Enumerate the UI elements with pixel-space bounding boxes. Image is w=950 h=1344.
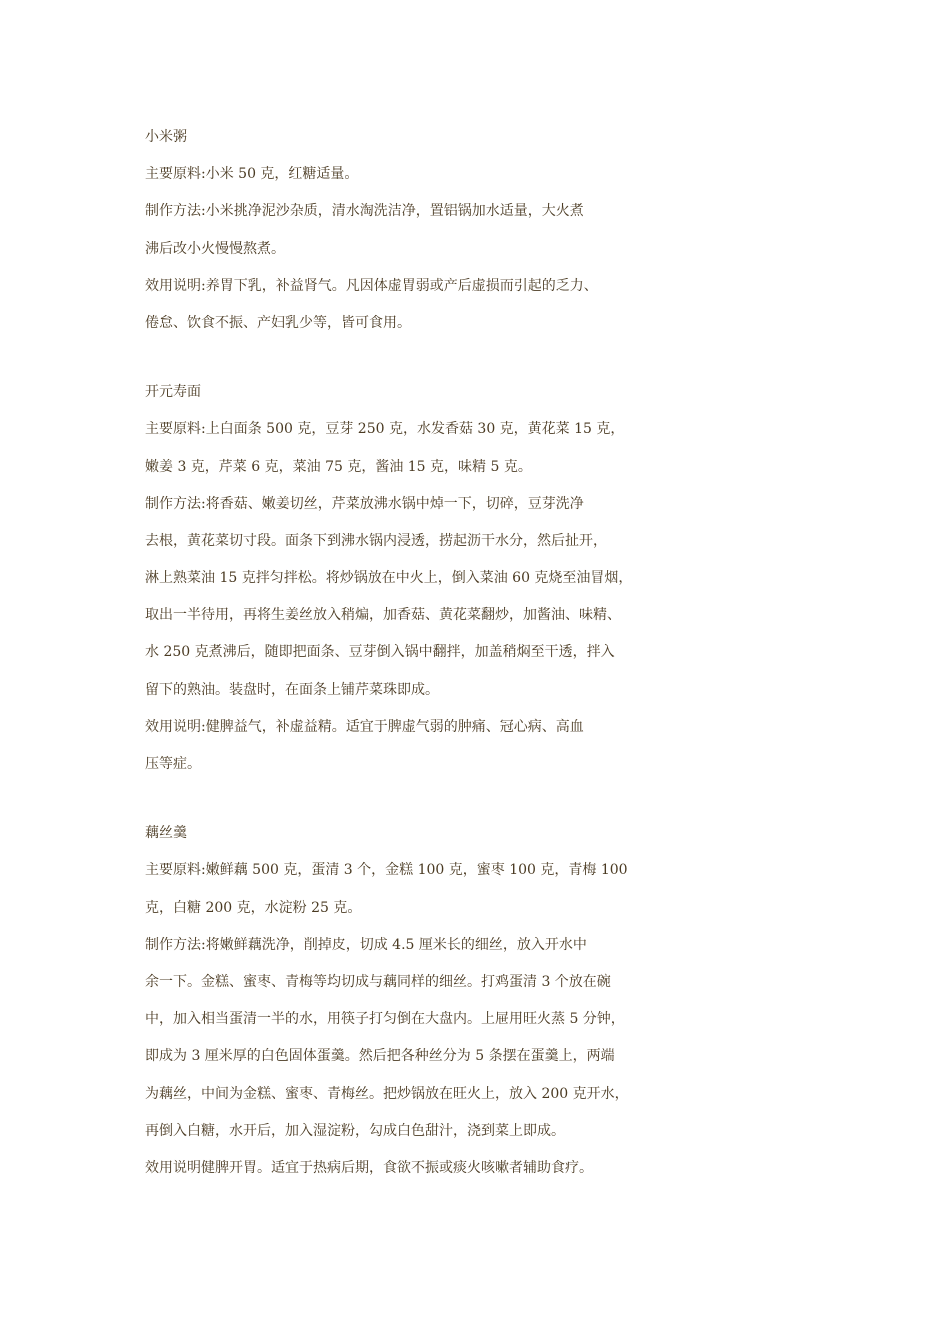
method-line: 即成为 3 厘米厚的白色固体蛋羹。然后把各种丝分为 5 条摆在蛋羹上，两端 — [145, 1048, 615, 1065]
recipe-ousi-geng — [145, 822, 845, 1194]
recipe-title: 藕丝羹 — [145, 825, 187, 842]
effect-line: 效用说明:健脾益气，补虚益精。适宜于脾虚气弱的肿痛、冠心病、高血 — [145, 718, 584, 735]
method-line: 余一下。金糕、蜜枣、青梅等均切成与藕同样的细丝。打鸡蛋清 3 个放在碗 — [145, 973, 611, 990]
effect-line: 效用说明健脾开胃。适宜于热病后期，食欲不振或痰火咳嗽者辅助食疗。 — [145, 1159, 593, 1176]
ingredients-line: 主要原料:嫩鲜藕 500 克，蛋清 3 个，金糕 100 克，蜜枣 100 克，青梅 100 — [145, 862, 628, 879]
ingredients-line: 嫩姜 3 克，芹菜 6 克，菜油 75 克，酱油 15 克，味精 5 克。 — [145, 458, 532, 475]
method-line: 制作方法:将嫩鲜藕洗净，削掉皮，切成 4.5 厘米长的细丝，放入开水中 — [145, 936, 587, 953]
recipe-xiaomi-zhou — [145, 126, 845, 349]
method-line: 为藕丝，中间为金糕、蜜枣、青梅丝。把炒锅放在旺火上，放入 200 克开水， — [145, 1085, 629, 1102]
document-page — [145, 126, 845, 1226]
method-line: 制作方法:将香菇、嫩姜切丝，芹菜放沸水锅中焯一下，切碎，豆芽洗净 — [145, 495, 584, 512]
method-line: 取出一半待用，再将生姜丝放入稍煸，加香菇、黄花菜翻炒，加酱油、味精、 — [145, 607, 621, 624]
recipe-title: 小米粥 — [145, 129, 187, 145]
ingredients-line: 克，白糖 200 克，水淀粉 25 克。 — [145, 899, 362, 916]
method-line: 去根，黄花菜切寸段。面条下到沸水锅内浸透，捞起沥干水分，然后扯开， — [145, 532, 607, 549]
method-line: 沸后改小火慢慢熬煮。 — [145, 240, 285, 257]
method-line: 再倒入白糖，水开后，加入湿淀粉，勾成白色甜汁，浇到菜上即成。 — [145, 1122, 565, 1139]
ingredients-line: 主要原料:小米 50 克，红糖适量。 — [145, 166, 359, 183]
effect-line: 倦怠、饮食不振、产妇乳少等，皆可食用。 — [145, 314, 411, 331]
method-line: 中，加入相当蛋清一半的水，用筷子打匀倒在大盘内。上屉用旺火蒸 5 分钟， — [145, 1011, 625, 1028]
effect-line: 效用说明:养胃下乳，补益肾气。凡因体虚胃弱或产后虚损而引起的乏力、 — [145, 277, 598, 294]
method-line: 制作方法:小米挑净泥沙杂质，清水淘洗洁净，置铝锅加水适量，大火煮 — [145, 203, 584, 220]
method-line: 淋上熟菜油 15 克拌匀拌松。将炒锅放在中火上，倒入菜油 60 克烧至油冒烟， — [145, 570, 633, 587]
ingredients-line: 主要原料:上白面条 500 克，豆芽 250 克，水发香菇 30 克，黄花菜 15 克， — [145, 421, 625, 438]
recipe-title: 开元寿面 — [145, 384, 201, 401]
effect-line: 压等症。 — [145, 756, 201, 772]
method-line: 留下的熟油。装盘时，在面条上铺芹菜珠即成。 — [145, 681, 439, 698]
recipe-kaiyuan-shoumian — [145, 381, 845, 790]
method-line: 水 250 克煮沸后，随即把面条、豆芽倒入锅中翻拌，加盖稍焖至干透，拌入 — [145, 644, 615, 661]
